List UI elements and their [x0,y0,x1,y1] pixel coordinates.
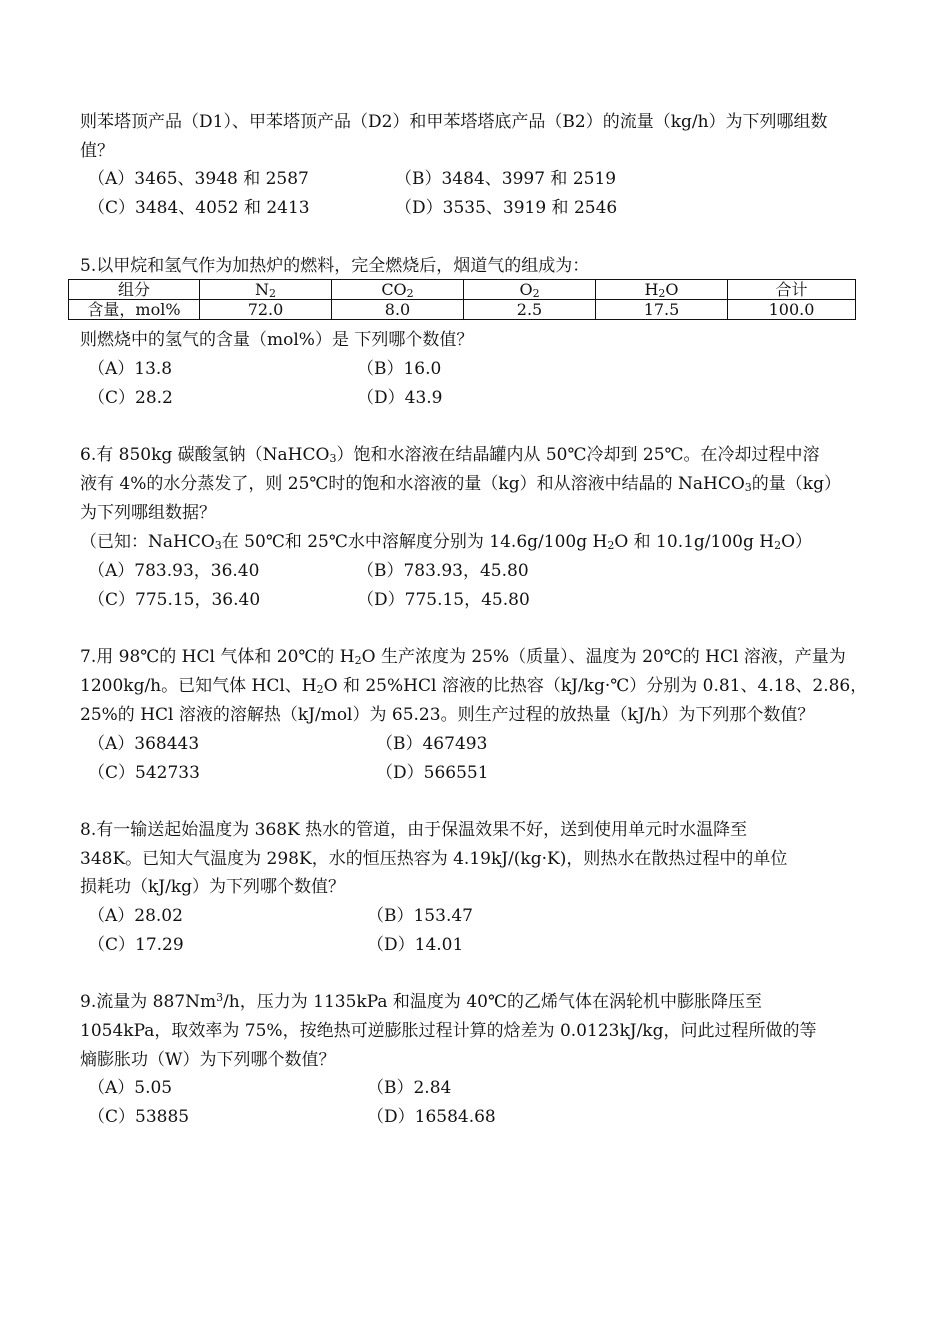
q8-option-d: （D）14.01 [367,935,464,955]
q9-option-a: （A）5.05 [88,1078,173,1098]
header-component: 组分 [69,280,200,300]
value-o2: 2.5 [464,300,596,320]
q8-stem-line3: 损耗功（kJ/kg）为下列哪个数值？ [80,877,346,897]
q7-stem-line3: 25%的 HCl 溶液的溶解热（kJ/mol）为 65.23。则生产过程的放热量（kJ/h）为下列那个数值？ [80,705,815,725]
q6-stem-line2: 液有 4%的水分蒸发了，则 25℃时的饱和水溶液的量（kg）和从溶液中结晶的 NaHCO$_3$的量（kg） [80,474,841,494]
q8-option-c: （C）17.29 [88,935,184,955]
q6-option-b: （B）783.93，45.80 [357,561,529,581]
q4-option-a: （A）3465、3948 和 2587 [88,169,309,189]
table-row [69,300,856,320]
q9-option-c: （C）53885 [88,1107,190,1127]
row-label: 含量，mol% [69,300,200,320]
q5-option-d: （D）43.9 [357,388,443,408]
q6-given: （已知：NaHCO$_3$在 50℃和 25℃水中溶解度分别为 14.6g/100g $H_2O$ 和 10.1g/100g $H_2O$） [80,532,813,552]
value-n2: 72.0 [200,300,332,320]
q4-stem-line1: 则苯塔顶产品（D1）、甲苯塔顶产品（D2）和甲苯塔塔底产品（B2）的流量（kg/h）为下列哪组数 [80,112,828,132]
q7-option-c: （C）542733 [88,763,200,783]
q9-stem-line1: 9.流量为 887Nm$^3$/h，压力为 1135kPa 和温度为 40℃的乙烯气体在涡轮机中膨胀降压至 [80,991,762,1012]
q6-option-c: （C）775.15，36.40 [88,590,261,610]
q5-stem: 5.以甲烷和氢气作为加热炉的燃料，完全燃烧后，烟道气的组成为： [80,256,590,276]
q9-stem-line2: 1054kPa，取效率为 75%，按绝热可逆膨胀过程计算的焓差为 0.0123kJ/kg，问此过程所做的等 [80,1021,817,1041]
q7-stem-line2: 1200kg/h。已知气体 HCl、$H_2O$ 和 25%HCl 溶液的比热容（kJ/kg·℃）分别为 0.81、4.18、2.86， [80,676,868,696]
header-h2o: $H_2O$ [596,280,728,300]
header-n2: $N_2$ [200,280,332,300]
q8-option-b: （B）153.47 [367,906,473,926]
q7-option-a: （A）368443 [88,734,200,754]
q7-stem-line1: 7.用 98℃的 HCl 气体和 20℃的 $H_2O$ 生产浓度为 25%（质量）、温度为 20℃的 HCl 溶液，产量为 [80,647,846,667]
q9-stem-line3: 熵膨胀功（W）为下列哪个数值？ [80,1050,336,1070]
q5-option-b: （B）16.0 [357,359,442,379]
q6-stem-line3: 为下列哪组数据？ [80,503,216,523]
q5-question: 则燃烧中的氢气的含量（mol%）是 下列哪个数值？ [80,330,474,350]
q5-option-c: （C）28.2 [88,388,173,408]
q8-stem-line2: 348K。已知大气温度为 298K，水的恒压热容为 4.19kJ/(kg·K)，则热水在散热过程中的单位 [80,849,788,869]
flue-gas-table [68,279,856,320]
q6-stem-line1: 6.有 850kg 碳酸氢钠（NaHCO$_3$）饱和水溶液在结晶罐内从 50℃冷却到 25℃。在冷却过程中溶 [80,445,820,465]
q8-stem-line1: 8.有一输送起始温度为 368K 热水的管道，由于保温效果不好，送到使用单元时水温降至 [80,820,748,840]
header-co2: $CO_2$ [332,280,464,300]
q4-stem-line2: 值？ [80,141,114,161]
q4-option-d: （D）3535、3919 和 2546 [395,198,618,218]
q4-option-b: （B）3484、3997 和 2519 [395,169,617,189]
q9-option-b: （B）2.84 [367,1078,452,1098]
q9-option-d: （D）16584.68 [367,1107,496,1127]
q5-option-a: （A）13.8 [88,359,173,379]
q4-option-c: （C）3484、4052 和 2413 [88,198,310,218]
header-total: 合计 [728,280,856,300]
header-o2: $O_2$ [464,280,596,300]
value-co2: 8.0 [332,300,464,320]
q6-option-a: （A）783.93，36.40 [88,561,260,581]
q8-option-a: （A）28.02 [88,906,183,926]
q6-option-d: （D）775.15，45.80 [357,590,530,610]
q7-option-b: （B）467493 [376,734,488,754]
value-total: 100.0 [728,300,856,320]
value-h2o: 17.5 [596,300,728,320]
q7-option-d: （D）566551 [376,763,489,783]
table-header-row [69,280,856,300]
